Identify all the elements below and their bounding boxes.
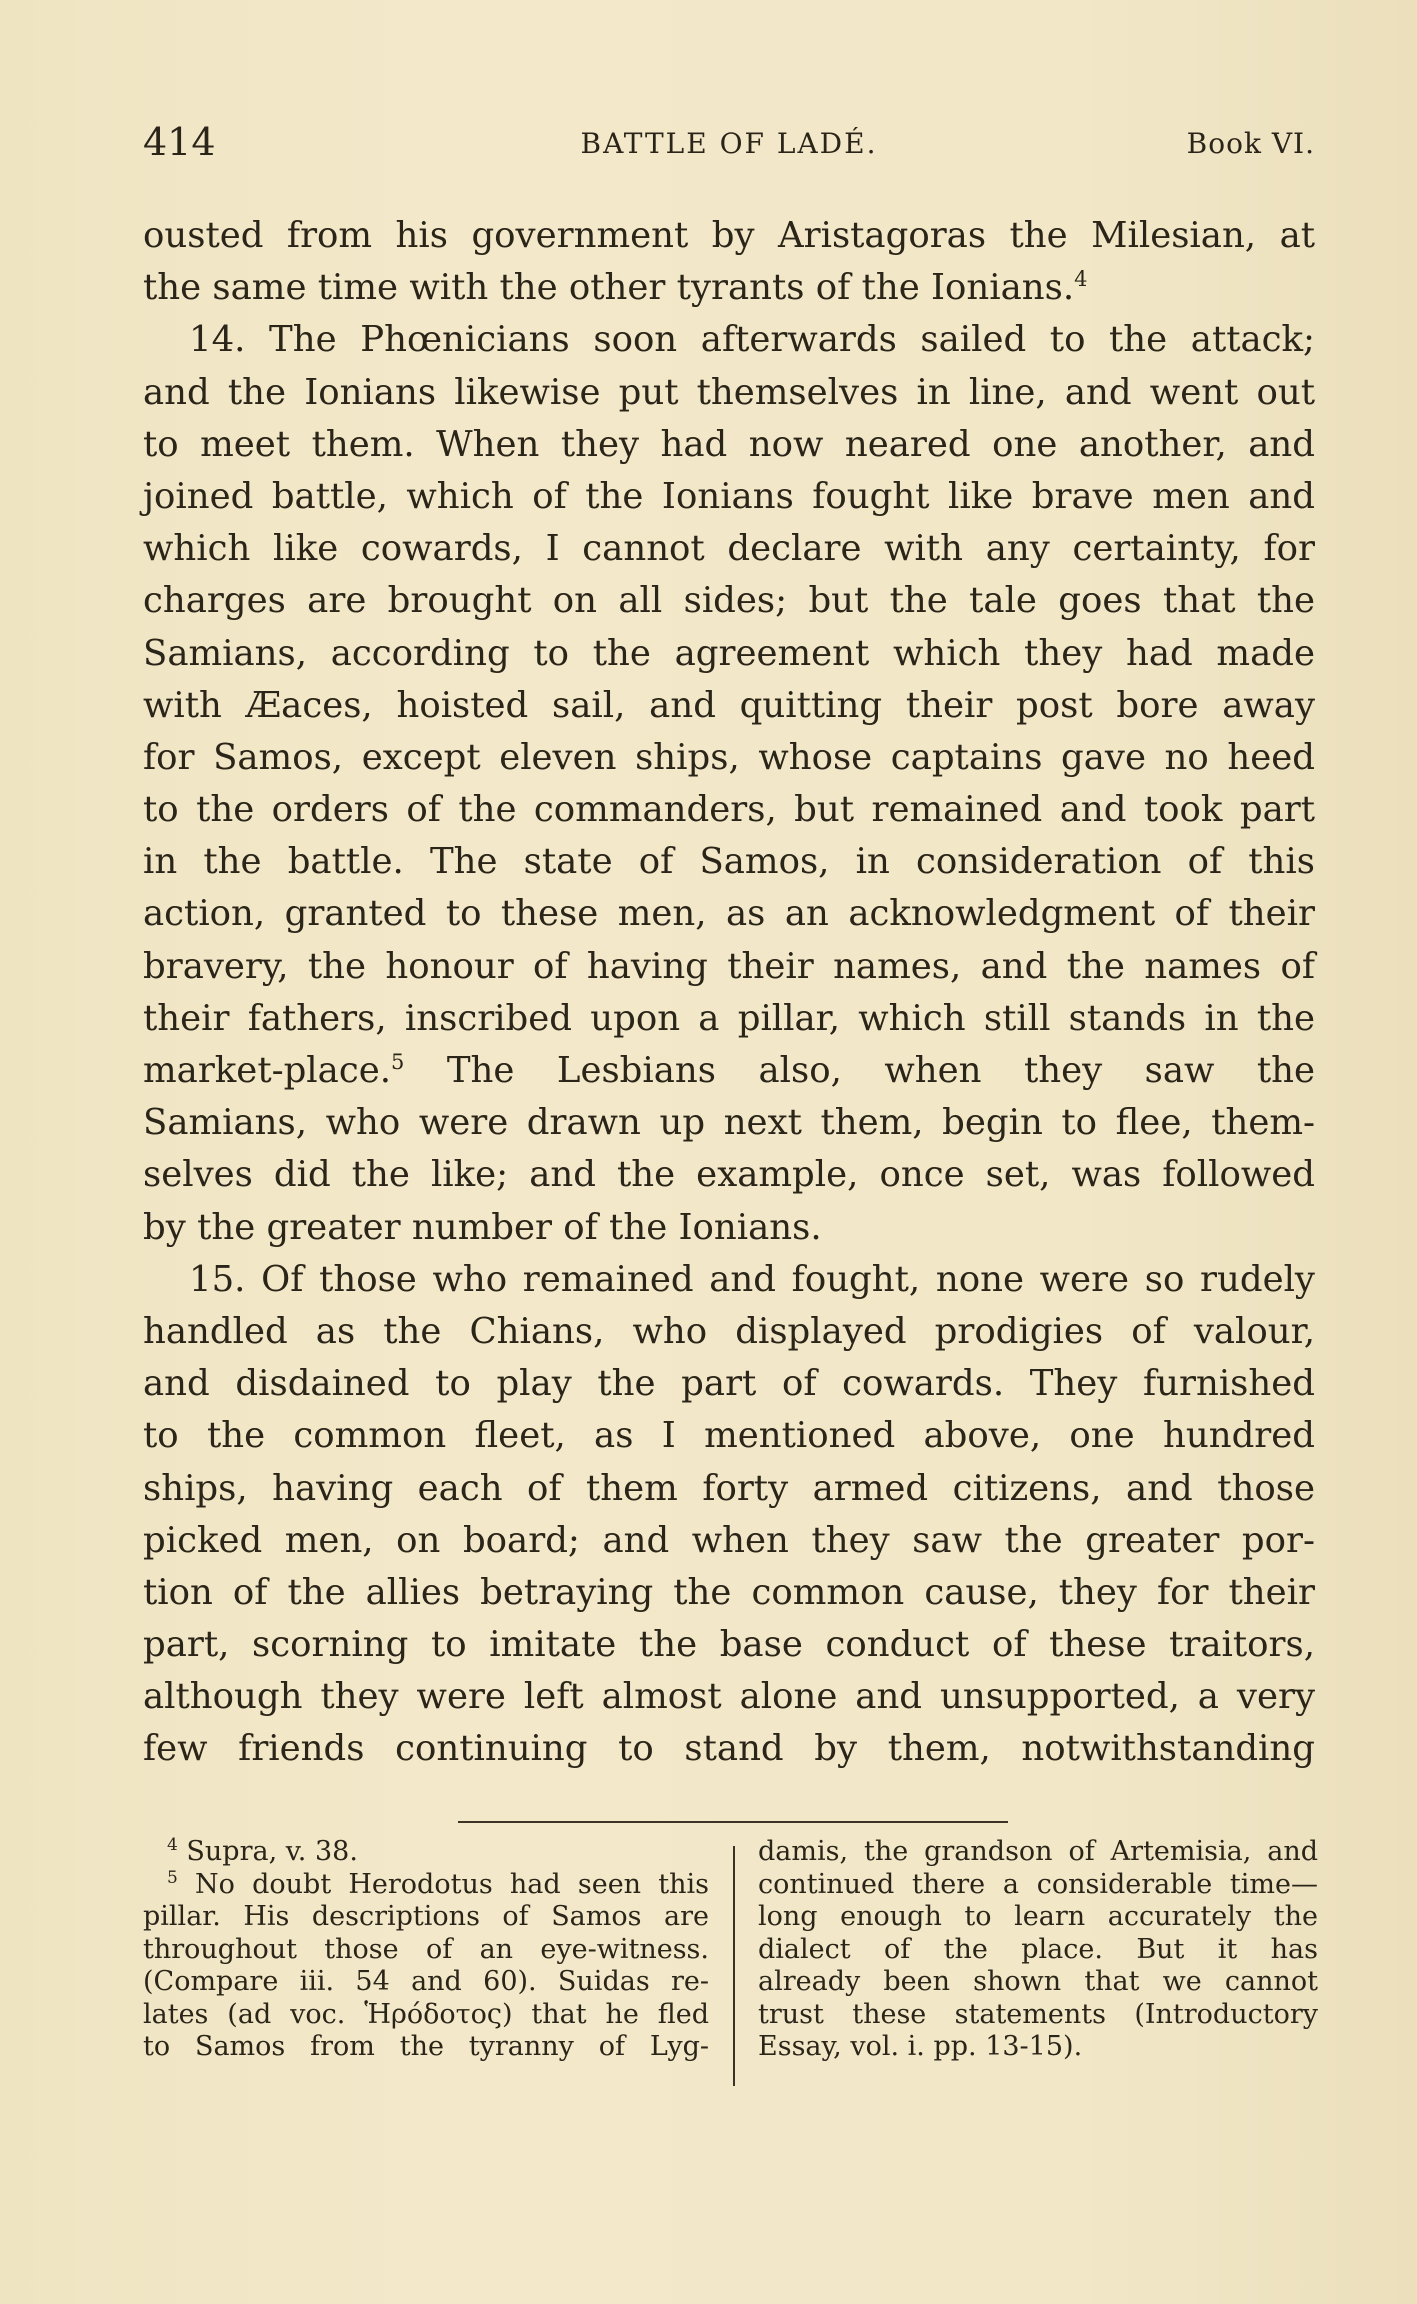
footnote-line: long enough to learn accurately the <box>758 1901 1318 1932</box>
footnote-line: Essay, vol. i. pp. 13-15). <box>758 2031 1083 2062</box>
footnote-line: to Samos from the tyranny of Lyg- <box>143 2031 709 2062</box>
text-line: although they were left almost alone and unsupported, a very <box>143 1676 1315 1718</box>
footnote-line: (Compare iii. 54 and 60). Suidas re- <box>143 1966 709 1997</box>
footnote-reference: 4 <box>1074 267 1088 292</box>
text-line: ships, having each of them forty armed citizens, and those <box>143 1467 1315 1509</box>
text-line: 14. The Phœnicians soon afterwards sailed to the attack; <box>189 319 1315 361</box>
text-line: the same time with the other tyrants of the Ionians.$^4$ <box>143 267 1088 309</box>
text-line: selves did the like; and the example, once set, was followed <box>143 1154 1315 1196</box>
footnote-column-divider <box>733 1846 735 2086</box>
footnote-line: continued there a considerable time— <box>758 1868 1318 1900</box>
footnote-line: trust these statements (Introductory <box>758 1998 1318 2030</box>
text-line: with Æaces, hoisted sail, and quitting their post bore away <box>143 684 1315 726</box>
page-number: 414 <box>143 120 216 164</box>
footnote-line: pillar. His descriptions of Samos are <box>143 1901 709 1932</box>
text-line: their fathers, inscribed upon a pillar, which still stands in the <box>143 997 1315 1039</box>
text-line: few friends continuing to stand by them, notwithstanding <box>143 1728 1315 1770</box>
running-head <box>143 118 1315 168</box>
footnote-line: $^4$ Supra, v. 38. <box>167 1835 358 1867</box>
footnote-line: already been shown that we cannot <box>758 1966 1318 1997</box>
text-line: action, granted to these men, as an acknowledgment of their <box>143 893 1315 935</box>
running-title: BATTLE OF LADÉ. <box>580 127 878 160</box>
text-line: bravery, the honour of having their names, and the names of <box>143 945 1315 987</box>
text-line: part, scorning to imitate the base conduct of these traitors, <box>143 1624 1315 1666</box>
text-line: charges are brought on all sides; but the tale goes that the <box>143 580 1315 622</box>
text-line: to the orders of the commanders, but remained and took part <box>143 789 1315 831</box>
footnote-reference: 5 <box>391 1050 405 1075</box>
footnotes-right-column <box>758 1836 1318 2064</box>
text-line: to meet them. When they had now neared one another, and <box>143 423 1315 465</box>
text-line: tion of the allies betraying the common cause, they for their <box>143 1571 1315 1613</box>
text-line: to the common fleet, as I mentioned above, one hundred <box>143 1415 1315 1457</box>
text-line: which like cowards, I cannot declare with any certainty, for <box>143 528 1315 570</box>
footnote-marker: 4 <box>167 1835 178 1855</box>
text-line: ousted from his government by Aristagoras the Milesian, at <box>143 215 1315 256</box>
footnote-line: damis, the grandson of Artemisia, and <box>758 1836 1318 1867</box>
footnote-line: lates (ad voc. Ἡρόδοτος) that he fled <box>143 1998 709 2030</box>
book-reference: Book VI. <box>1186 127 1315 160</box>
text-line: picked men, on board; and when they saw the greater por- <box>143 1519 1315 1561</box>
text-line: 15. Of those who remained and fought, none were so rudely <box>189 1258 1315 1300</box>
main-text <box>143 210 1315 1776</box>
footnote-line: dialect of the place. But it has <box>758 1933 1318 1965</box>
text-line: and disdained to play the part of cowards. They furnished <box>143 1363 1315 1405</box>
footnote-rule <box>458 1821 1008 1823</box>
footnote-marker: 5 <box>167 1867 178 1888</box>
footnotes-left-column <box>143 1836 709 2064</box>
text-line: for Samos, except eleven ships, whose captains gave no heed <box>143 736 1315 778</box>
footnote-line: throughout those of an eye-witness. <box>143 1933 709 1965</box>
text-line: in the battle. The state of Samos, in consideration of this <box>143 841 1315 883</box>
text-line: market-place.$^5$ The Lesbians also, when they saw the <box>143 1050 1315 1091</box>
text-line: and the Ionians likewise put themselves in line, and went out <box>143 371 1315 413</box>
text-line: joined battle, which of the Ionians fought like brave men and <box>143 475 1315 517</box>
text-line: Samians, who were drawn up next them, begin to flee, them- <box>143 1102 1315 1144</box>
text-line: Samians, according to the agreement which they had made <box>143 632 1315 674</box>
text-line: handled as the Chians, who displayed prodigies of valour, <box>143 1310 1315 1352</box>
text-line: by the greater number of the Ionians. <box>143 1206 822 1248</box>
footnote-line: $^5$ No doubt Herodotus had seen this <box>167 1867 709 1900</box>
